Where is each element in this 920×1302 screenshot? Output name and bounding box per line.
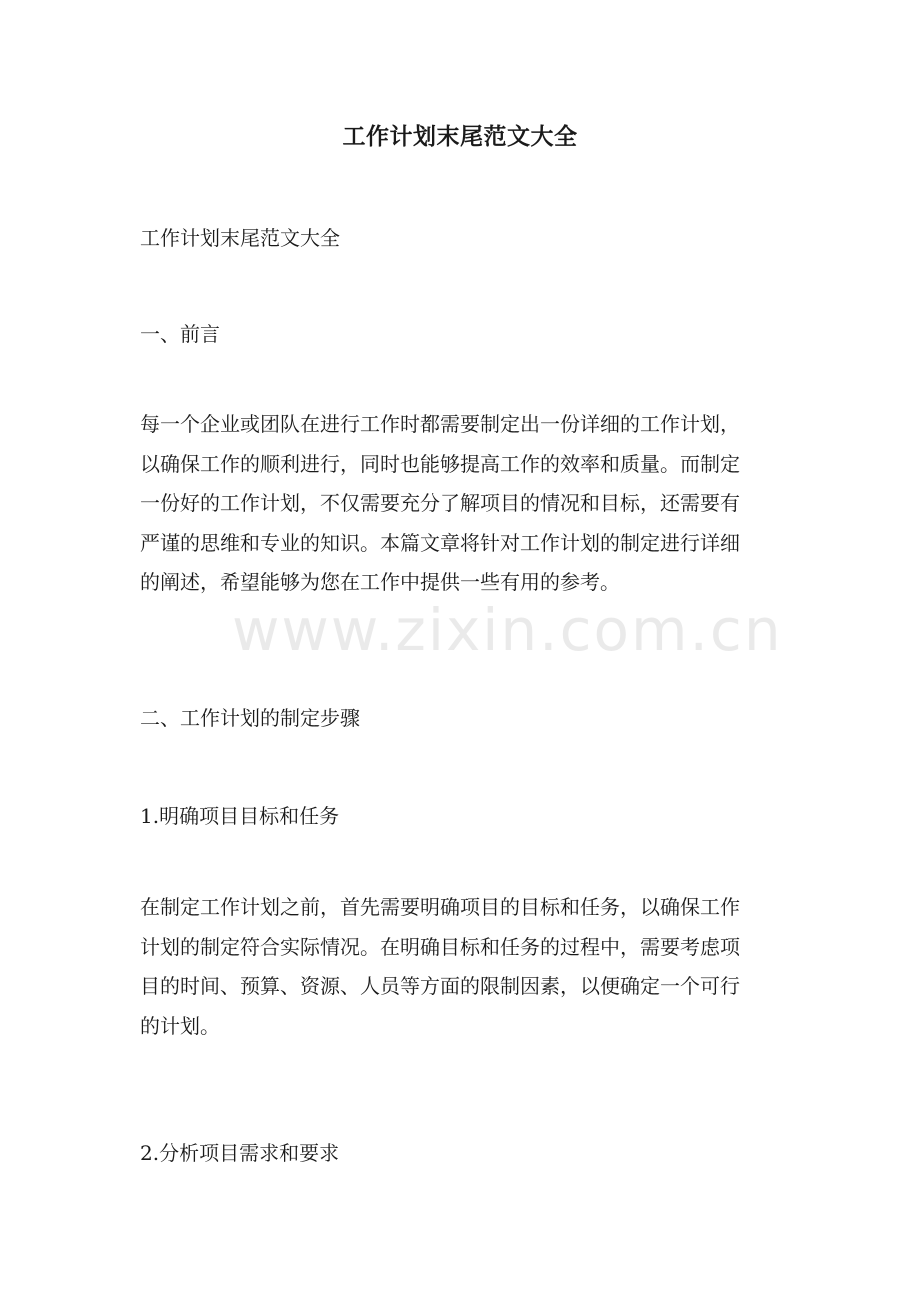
paragraph-line: 在制定工作计划之前，首先需要明确项目的目标和任务，以确保工作 [140, 895, 740, 919]
document-subtitle: 工作计划末尾范文大全 [140, 226, 340, 250]
paragraph-line: 的阐述，希望能够为您在工作中提供一些有用的参考。 [140, 570, 620, 594]
paragraph-line: 的计划。 [140, 1013, 220, 1038]
document-title: 工作计划末尾范文大全 [342, 123, 578, 150]
step-heading-1: 1.明确项目目标和任务 [140, 804, 340, 828]
paragraph-line: 计划的制定符合实际情况。在明确目标和任务的过程中，需要考虑项 [140, 934, 740, 959]
section-heading-steps: 二、工作计划的制定步骤 [140, 706, 360, 730]
paragraph-line: 以确保工作的顺利进行，同时也能够提高工作的效率和质量。而制定 [140, 451, 740, 476]
paragraph-line: 目的时间、预算、资源、人员等方面的限制因素，以便确定一个可行 [140, 974, 740, 998]
step-heading-2: 2.分析项目需求和要求 [140, 1141, 340, 1165]
preface-paragraph [140, 405, 790, 603]
paragraph-line: 严谨的思维和专业的知识。本篇文章将针对工作计划的制定进行详细 [140, 530, 740, 555]
paragraph-line: 一份好的工作计划，不仅需要充分了解项目的情况和目标，还需要有 [140, 491, 740, 515]
step1-paragraph [140, 888, 790, 1046]
section-heading-preface: 一、前言 [140, 322, 220, 346]
watermark-text: www.zixin.com.cn [232, 596, 783, 664]
paragraph-line: 每一个企业或团队在进行工作时都需要制定出一份详细的工作计划， [140, 412, 740, 436]
